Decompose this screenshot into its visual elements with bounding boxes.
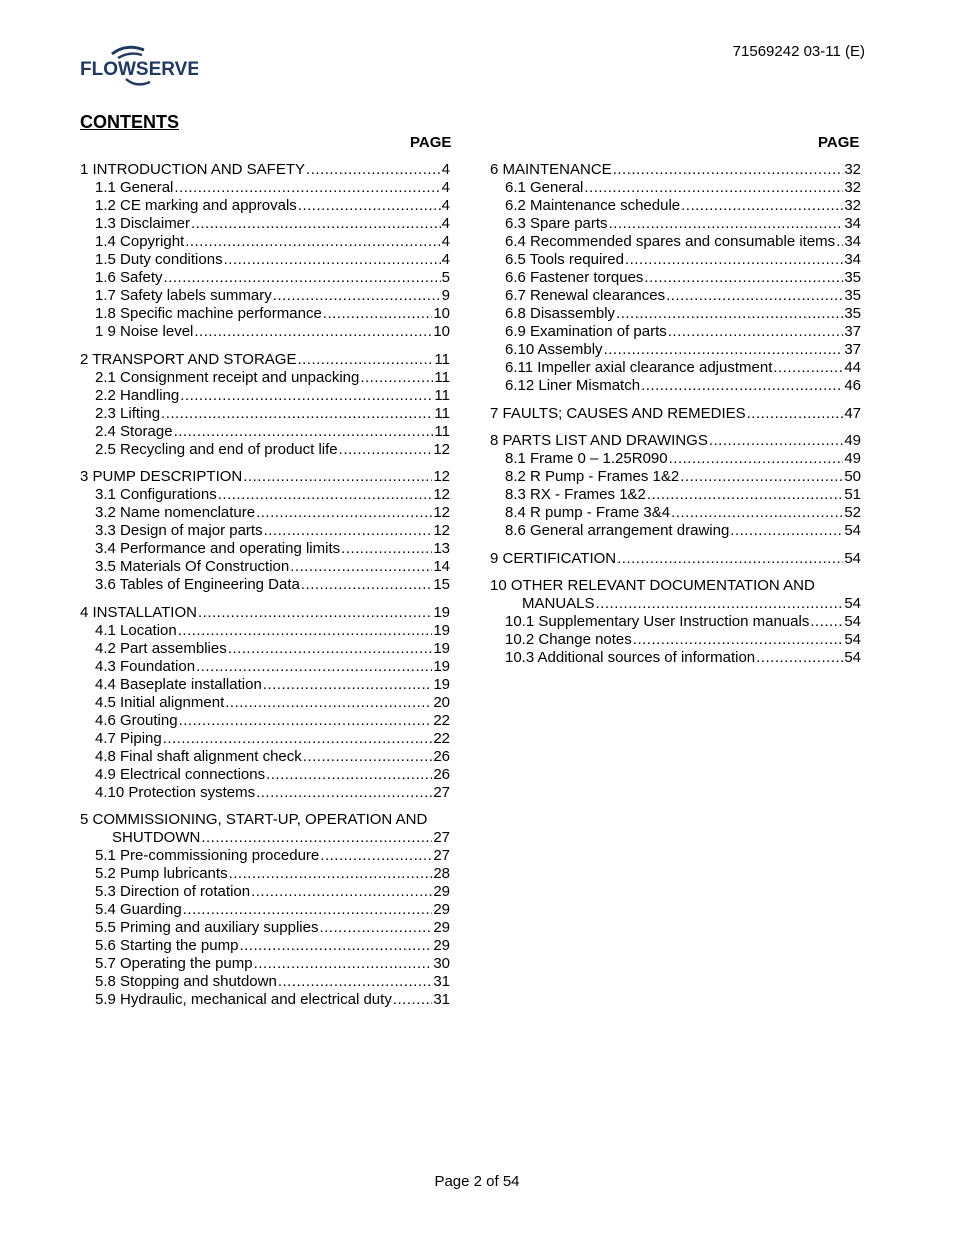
dot-leader xyxy=(185,233,440,251)
toc-page-number: 12 xyxy=(433,486,450,503)
toc-subsection-entry[interactable] xyxy=(490,215,861,233)
toc-entry-title: 8 PARTS LIST AND DRAWINGS xyxy=(490,432,708,449)
toc-page-number: 10 xyxy=(433,305,450,322)
dot-leader xyxy=(256,504,432,522)
toc-subsection-entry[interactable] xyxy=(80,694,450,712)
toc-page-number: 54 xyxy=(844,595,861,612)
dot-leader xyxy=(647,486,843,504)
toc-entry-title: 6.9 Examination of parts xyxy=(505,323,667,340)
toc-entry-title: 4.7 Piping xyxy=(95,729,162,747)
dot-leader xyxy=(633,631,844,649)
toc-subsection-entry[interactable] xyxy=(80,829,450,847)
toc-section-entry[interactable] xyxy=(80,604,450,622)
toc-subsection-entry[interactable] xyxy=(490,522,861,540)
toc-entry-title: 4 INSTALLATION xyxy=(80,603,197,621)
toc-subsection-entry[interactable] xyxy=(490,179,861,197)
logo-wordmark: FLOWSERVE xyxy=(80,59,198,80)
dot-leader xyxy=(730,522,843,540)
toc-entry-title: 6.6 Fastener torques xyxy=(505,269,644,286)
toc-page-number: 52 xyxy=(844,504,861,521)
dot-leader xyxy=(320,847,432,865)
toc-subsection-entry[interactable] xyxy=(490,233,861,251)
dot-leader xyxy=(180,387,433,405)
toc-page-number: 5 xyxy=(441,269,450,286)
toc-subsection-entry[interactable] xyxy=(490,649,861,667)
toc-entry-title: 4.9 Electrical connections xyxy=(95,765,266,783)
toc-section-entry[interactable] xyxy=(490,405,861,423)
dot-leader xyxy=(161,405,433,423)
dot-leader xyxy=(201,829,432,847)
toc-subsection-entry[interactable] xyxy=(80,504,450,522)
toc-page-number: 31 xyxy=(433,991,450,1008)
dot-leader xyxy=(393,991,432,1009)
toc-entry-title: 6.1 General xyxy=(505,179,584,196)
dot-leader xyxy=(266,766,432,784)
toc-page-number: 4 xyxy=(441,161,450,178)
toc-entry-title: 6.10 Assembly xyxy=(505,341,603,358)
toc-subsection-entry[interactable] xyxy=(80,766,450,784)
toc-section-entry[interactable] xyxy=(80,351,450,369)
dot-leader xyxy=(584,179,843,197)
toc-page-number: 32 xyxy=(844,179,861,196)
toc-entry-title: 10.1 Supplementary User Instruction manuals xyxy=(505,613,810,630)
toc-page-number: 54 xyxy=(844,631,861,648)
toc-page-number: 31 xyxy=(433,973,450,990)
toc-entry-title: 4.3 Foundation xyxy=(95,657,196,675)
toc-entry-title: 1.2 CE marking and approvals xyxy=(95,197,297,214)
toc-page-number: 12 xyxy=(433,440,450,458)
toc-page-number: 19 xyxy=(433,675,450,693)
toc-entry-title: 4.8 Final shaft alignment check xyxy=(95,747,302,765)
toc-entry-title: 5 COMMISSIONING, START-UP, OPERATION AND xyxy=(80,811,428,828)
toc-entry-title: 1.1 General xyxy=(95,179,174,196)
toc-entry-title: 1.4 Copyright xyxy=(95,233,185,250)
dot-leader xyxy=(303,748,433,766)
toc-section-entry[interactable] xyxy=(80,811,450,829)
dot-leader xyxy=(191,215,441,233)
toc-page-number: 22 xyxy=(433,729,450,747)
toc-entry-title: 6.8 Disassembly xyxy=(505,305,616,322)
dot-leader xyxy=(263,676,433,694)
toc-entry-title: 6.11 Impeller axial clearance adjustment xyxy=(505,359,773,376)
dot-leader xyxy=(668,323,844,341)
toc-entry-title: MANUALS xyxy=(522,595,595,612)
toc-subsection-entry[interactable] xyxy=(80,522,450,540)
toc-subsection-entry[interactable] xyxy=(80,748,450,766)
toc-entry-title: 6.5 Tools required xyxy=(505,251,624,268)
toc-page-number: 4 xyxy=(441,179,450,196)
toc-entry-title: 10.2 Change notes xyxy=(505,631,632,648)
toc-entry-title: 5.1 Pre-commissioning procedure xyxy=(95,847,320,864)
toc-subsection-entry[interactable] xyxy=(80,784,450,802)
dot-leader xyxy=(625,251,843,269)
toc-page-number: 35 xyxy=(844,269,861,286)
toc-subsection-entry[interactable] xyxy=(80,712,450,730)
toc-subsection-entry[interactable] xyxy=(490,613,861,631)
toc-entry-title: 1.3 Disclaimer xyxy=(95,215,191,232)
toc-subsection-entry[interactable] xyxy=(490,468,861,486)
dot-leader xyxy=(609,215,844,233)
toc-entry-title: 2.4 Storage xyxy=(95,422,173,440)
dot-leader xyxy=(604,341,844,359)
toc-page-number: 29 xyxy=(433,919,450,936)
dot-leader xyxy=(196,658,432,676)
toc-section xyxy=(80,811,450,1009)
toc-subsection-entry[interactable] xyxy=(80,901,450,919)
dot-leader xyxy=(613,161,844,179)
toc-section xyxy=(490,550,861,568)
toc-subsection-entry[interactable] xyxy=(80,937,450,955)
toc-page-number: 51 xyxy=(844,486,861,503)
toc-subsection-entry[interactable] xyxy=(80,269,450,287)
toc-entry-title: 3.5 Materials Of Construction xyxy=(95,558,290,575)
dot-leader xyxy=(174,423,434,441)
toc-page-number: 19 xyxy=(433,603,450,621)
dot-leader xyxy=(228,640,433,658)
toc-page-number: 49 xyxy=(844,432,861,449)
toc-subsection-entry[interactable] xyxy=(490,287,861,305)
toc-section-entry[interactable] xyxy=(490,432,861,450)
toc-page-number: 12 xyxy=(433,504,450,521)
toc-entry-title: 3.2 Name nomenclature xyxy=(95,504,256,521)
flowserve-logo xyxy=(78,44,198,88)
dot-leader xyxy=(341,540,432,558)
toc-subsection-entry[interactable] xyxy=(80,387,450,405)
toc-page-number: 27 xyxy=(433,847,450,864)
toc-section xyxy=(80,351,450,459)
toc-page-number: 11 xyxy=(434,404,450,422)
dot-leader xyxy=(666,287,843,305)
toc-page-number: 27 xyxy=(433,783,450,801)
dot-leader xyxy=(179,712,433,730)
dot-leader xyxy=(174,179,440,197)
dot-leader xyxy=(229,865,433,883)
toc-section xyxy=(490,577,861,667)
toc-page-number: 4 xyxy=(441,251,450,268)
toc-subsection-entry[interactable] xyxy=(80,305,450,323)
toc-subsection-entry[interactable] xyxy=(80,847,450,865)
dot-leader xyxy=(218,486,433,504)
toc-subsection-entry[interactable] xyxy=(80,486,450,504)
toc-page-number: 37 xyxy=(844,323,861,340)
toc-subsection-entry[interactable] xyxy=(80,919,450,937)
toc-page-number: 32 xyxy=(844,197,861,214)
toc-subsection-entry[interactable] xyxy=(80,991,450,1009)
toc-section-entry[interactable] xyxy=(490,577,861,595)
dot-leader xyxy=(339,441,433,459)
toc-page-number: 4 xyxy=(441,197,450,214)
toc-entry-title: 6.12 Liner Mismatch xyxy=(505,377,641,394)
toc-entry-title: 10.3 Additional sources of information xyxy=(505,649,756,666)
toc-entry-title: 5.8 Stopping and shutdown xyxy=(95,973,277,990)
contents-heading: CONTENTS xyxy=(80,112,179,132)
toc-subsection-entry[interactable] xyxy=(490,251,861,269)
toc-entry-title: 5.7 Operating the pump xyxy=(95,955,253,972)
toc-page-number: 34 xyxy=(844,251,861,268)
toc-subsection-entry[interactable] xyxy=(490,269,861,287)
dot-leader xyxy=(617,550,843,568)
toc-page-number: 4 xyxy=(441,233,450,250)
toc-section xyxy=(80,161,450,341)
toc-entry-title: 3 PUMP DESCRIPTION xyxy=(80,468,243,485)
toc-entry-title: 2.2 Handling xyxy=(95,386,180,404)
toc-page-number: 54 xyxy=(844,549,861,567)
toc-section xyxy=(490,405,861,423)
toc-subsection-entry[interactable] xyxy=(80,973,450,991)
dot-leader xyxy=(301,576,432,594)
dot-leader xyxy=(224,251,441,269)
toc-subsection-entry[interactable] xyxy=(490,197,861,215)
dot-leader xyxy=(225,694,432,712)
page-number-footer: Page 2 of 54 xyxy=(434,1173,520,1190)
dot-leader xyxy=(264,522,433,540)
toc-entry-title: 7 FAULTS; CAUSES AND REMEDIES xyxy=(490,404,746,422)
toc-subsection-entry[interactable] xyxy=(80,883,450,901)
toc-subsection-entry[interactable] xyxy=(80,558,450,576)
toc-subsection-entry[interactable] xyxy=(80,676,450,694)
toc-entry-title: 8.3 RX - Frames 1&2 xyxy=(505,486,646,503)
toc-entry-title: 2.1 Consignment receipt and unpacking xyxy=(95,368,360,386)
toc-page-number: 29 xyxy=(433,901,450,918)
toc-entry-title: 6.3 Spare parts xyxy=(505,215,608,232)
toc-page-number: 26 xyxy=(433,765,450,783)
dot-leader xyxy=(306,161,441,179)
toc-section-entry[interactable] xyxy=(490,161,861,179)
toc-entry-title: 1.7 Safety labels summary xyxy=(95,287,272,304)
dot-leader xyxy=(810,613,843,631)
toc-subsection-entry[interactable] xyxy=(490,595,861,613)
toc-entry-title: 3.1 Configurations xyxy=(95,486,217,503)
toc-entry-title: 1.5 Duty conditions xyxy=(95,251,223,268)
dot-leader xyxy=(671,504,843,522)
toc-entry-title: 1.6 Safety xyxy=(95,269,163,286)
toc-right-column xyxy=(490,161,861,677)
dot-leader xyxy=(773,359,843,377)
toc-page-number: 37 xyxy=(844,341,861,358)
toc-page-number: 49 xyxy=(844,450,861,467)
toc-page-number: 11 xyxy=(434,368,450,386)
toc-entry-title: 8.2 R Pump - Frames 1&2 xyxy=(505,468,680,485)
toc-section xyxy=(490,432,861,540)
page-column-header-right: PAGE xyxy=(818,134,860,151)
dot-leader xyxy=(836,233,843,251)
dot-leader xyxy=(319,919,432,937)
toc-entry-title: 5.3 Direction of rotation xyxy=(95,883,251,900)
toc-subsection-entry[interactable] xyxy=(80,622,450,640)
toc-entry-title: 4.1 Location xyxy=(95,621,177,639)
toc-page-number: 11 xyxy=(434,386,450,404)
toc-entry-title: 3.3 Design of major parts xyxy=(95,522,263,539)
dot-leader xyxy=(198,604,432,622)
toc-subsection-entry[interactable] xyxy=(80,369,450,387)
toc-entry-title: SHUTDOWN xyxy=(112,829,201,846)
toc-page-number: 19 xyxy=(433,657,450,675)
toc-page-number: 10 xyxy=(433,323,450,340)
toc-entry-title: 9 CERTIFICATION xyxy=(490,549,617,567)
dot-leader xyxy=(680,468,843,486)
toc-subsection-entry[interactable] xyxy=(80,323,450,341)
dot-leader xyxy=(256,784,432,802)
toc-entry-title: 6.7 Renewal clearances xyxy=(505,287,666,304)
toc-section-entry[interactable] xyxy=(490,550,861,568)
toc-subsection-entry[interactable] xyxy=(490,631,861,649)
toc-entry-title: 5.4 Guarding xyxy=(95,901,182,918)
toc-entry-title: 5.6 Starting the pump xyxy=(95,937,239,954)
dot-leader xyxy=(251,883,432,901)
toc-subsection-entry[interactable] xyxy=(80,405,450,423)
toc-subsection-entry[interactable] xyxy=(80,730,450,748)
toc-subsection-entry[interactable] xyxy=(80,287,450,305)
dot-leader xyxy=(163,730,433,748)
toc-page-number: 54 xyxy=(844,522,861,539)
dot-leader xyxy=(178,622,433,640)
toc-entry-title: 5.5 Priming and auxiliary supplies xyxy=(95,919,319,936)
toc-entry-title: 8.4 R pump - Frame 3&4 xyxy=(505,504,671,521)
toc-entry-title: 2 TRANSPORT AND STORAGE xyxy=(80,350,297,368)
toc-subsection-entry[interactable] xyxy=(490,377,861,395)
toc-page-number: 46 xyxy=(844,377,861,394)
toc-subsection-entry[interactable] xyxy=(80,540,450,558)
toc-entry-title: 1.8 Specific machine performance xyxy=(95,305,322,322)
toc-entry-title: 4.10 Protection systems xyxy=(95,783,256,801)
toc-page-number: 34 xyxy=(844,233,861,250)
toc-entry-title: 8.1 Frame 0 – 1.25R090 xyxy=(505,450,668,467)
toc-entry-title: 2.3 Lifting xyxy=(95,404,161,422)
toc-entry-title: 4.4 Baseplate installation xyxy=(95,675,262,693)
toc-page-number: 15 xyxy=(433,576,450,593)
toc-entry-title: 2.5 Recycling and end of product life xyxy=(95,440,338,458)
toc-entry-title: 6.4 Recommended spares and consumable items xyxy=(505,233,836,250)
dot-leader xyxy=(709,432,843,450)
dot-leader xyxy=(183,901,433,919)
toc-subsection-entry[interactable] xyxy=(80,576,450,594)
toc-page-number: 34 xyxy=(844,215,861,232)
toc-subsection-entry[interactable] xyxy=(490,305,861,323)
toc-page-number: 11 xyxy=(434,350,450,368)
toc-page-number: 47 xyxy=(844,404,861,422)
dot-leader xyxy=(360,369,433,387)
dot-leader xyxy=(596,595,844,613)
dot-leader xyxy=(273,287,441,305)
toc-entry-title: 4.6 Grouting xyxy=(95,711,178,729)
toc-entry-title: 5.9 Hydraulic, mechanical and electrical duty xyxy=(95,991,392,1008)
dot-leader xyxy=(297,351,433,369)
toc-page-number: 54 xyxy=(844,613,861,630)
toc-entry-title: 10 OTHER RELEVANT DOCUMENTATION AND xyxy=(490,577,815,594)
toc-page-number: 20 xyxy=(433,693,450,711)
toc-page-number: 13 xyxy=(433,540,450,557)
toc-section-entry[interactable] xyxy=(80,468,450,486)
toc-page-number: 44 xyxy=(844,359,861,376)
toc-subsection-entry[interactable] xyxy=(490,504,861,522)
toc-subsection-entry[interactable] xyxy=(80,215,450,233)
toc-entry-title: 1 9 Noise level xyxy=(95,323,194,340)
toc-subsection-entry[interactable] xyxy=(80,955,450,973)
toc-page-number: 22 xyxy=(433,711,450,729)
dot-leader xyxy=(290,558,432,576)
toc-page-number: 12 xyxy=(433,522,450,539)
toc-entry-title: 8.6 General arrangement drawing xyxy=(505,522,730,539)
dot-leader xyxy=(616,305,843,323)
toc-left-column xyxy=(80,161,450,1019)
dot-leader xyxy=(164,269,441,287)
dot-leader xyxy=(323,305,433,323)
toc-entry-title: 5.2 Pump lubricants xyxy=(95,865,228,882)
toc-subsection-entry[interactable] xyxy=(80,179,450,197)
toc-page-number: 50 xyxy=(844,468,861,485)
page-column-header-left: PAGE xyxy=(410,134,452,151)
document-reference: 71569242 03-11 (E) xyxy=(732,43,865,60)
toc-subsection-entry[interactable] xyxy=(80,197,450,215)
toc-subsection-entry[interactable] xyxy=(490,450,861,468)
toc-page-number: 32 xyxy=(844,161,861,178)
dot-leader xyxy=(681,197,843,215)
dot-leader xyxy=(254,955,433,973)
toc-page-number: 14 xyxy=(433,558,450,575)
toc-section xyxy=(490,161,861,395)
toc-entry-title: 6 MAINTENANCE xyxy=(490,161,612,178)
toc-page-number: 29 xyxy=(433,883,450,900)
toc-page-number: 11 xyxy=(434,422,450,440)
toc-page-number: 27 xyxy=(433,829,450,846)
dot-leader xyxy=(194,323,432,341)
toc-page-number: 19 xyxy=(433,621,450,639)
toc-page-number: 54 xyxy=(844,649,861,666)
toc-page-number: 35 xyxy=(844,287,861,304)
toc-entry-title: 6.2 Maintenance schedule xyxy=(505,197,681,214)
toc-subsection-entry[interactable] xyxy=(490,359,861,377)
dot-leader xyxy=(298,197,441,215)
toc-subsection-entry[interactable] xyxy=(80,233,450,251)
toc-subsection-entry[interactable] xyxy=(490,323,861,341)
toc-page-number: 4 xyxy=(441,215,450,232)
dot-leader xyxy=(278,973,433,991)
dot-leader xyxy=(641,377,843,395)
toc-subsection-entry[interactable] xyxy=(80,865,450,883)
dot-leader xyxy=(756,649,843,667)
toc-entry-title: 4.5 Initial alignment xyxy=(95,693,225,711)
toc-page-number: 30 xyxy=(433,955,450,972)
toc-entry-title: 3.4 Performance and operating limits xyxy=(95,540,341,557)
dot-leader xyxy=(669,450,844,468)
toc-section-entry[interactable] xyxy=(80,161,450,179)
toc-page-number: 29 xyxy=(433,937,450,954)
toc-page-number: 19 xyxy=(433,639,450,657)
toc-subsection-entry[interactable] xyxy=(80,640,450,658)
toc-entry-title: 4.2 Part assemblies xyxy=(95,639,227,657)
toc-entry-title: 1 INTRODUCTION AND SAFETY xyxy=(80,161,306,178)
toc-subsection-entry[interactable] xyxy=(80,423,450,441)
dot-leader xyxy=(243,468,432,486)
toc-subsection-entry[interactable] xyxy=(80,251,450,269)
toc-subsection-entry[interactable] xyxy=(80,441,450,459)
dot-leader xyxy=(747,405,844,423)
toc-page-number: 26 xyxy=(433,747,450,765)
dot-leader xyxy=(239,937,432,955)
dot-leader xyxy=(644,269,843,287)
toc-page-number: 12 xyxy=(433,468,450,485)
toc-entry-title: 3.6 Tables of Engineering Data xyxy=(95,576,300,593)
toc-page-number: 35 xyxy=(844,305,861,322)
toc-page-number: 28 xyxy=(433,865,450,882)
toc-subsection-entry[interactable] xyxy=(490,486,861,504)
toc-subsection-entry[interactable] xyxy=(80,658,450,676)
toc-subsection-entry[interactable] xyxy=(490,341,861,359)
toc-section xyxy=(80,604,450,802)
toc-section xyxy=(80,468,450,594)
toc-page-number: 9 xyxy=(441,287,450,304)
